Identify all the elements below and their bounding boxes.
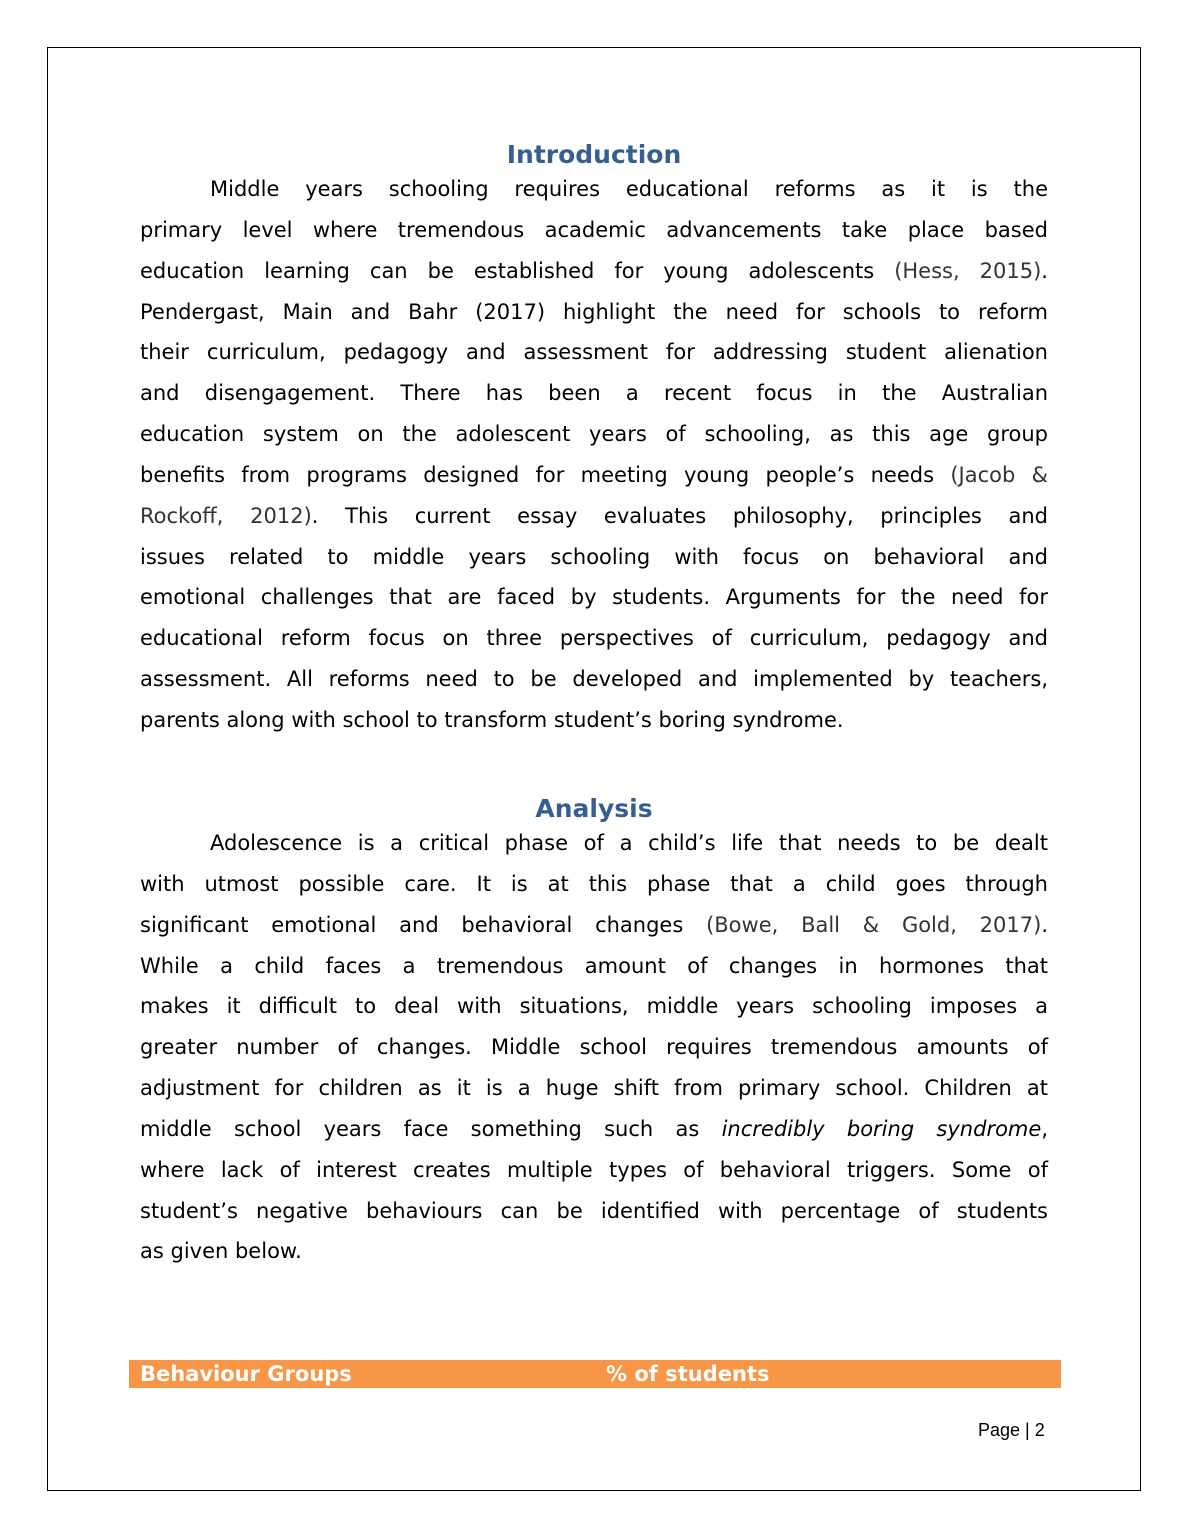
- text-line: [140, 1109, 1048, 1150]
- text-segment: . This current essay evaluates philosophy, principles and: [311, 503, 1048, 528]
- text-segment: makes it difficult to deal with situations, middle years schooling imposes a: [140, 994, 1048, 1019]
- text-line: [140, 823, 1048, 864]
- text-segment: parents along with school to transform student’s boring syndrome.: [140, 707, 844, 732]
- text-segment: .: [1041, 258, 1048, 283]
- text-segment: education learning can be established for young adolescents: [140, 258, 895, 283]
- text-line: [140, 292, 1048, 333]
- heading-introduction: Introduction: [506, 140, 682, 169]
- text-segment: issues related to middle years schooling with focus on behavioral and: [140, 544, 1048, 569]
- text-segment: with utmost possible care. It is at this phase that a child goes through: [140, 871, 1048, 896]
- text-line: [140, 700, 1048, 741]
- analysis-paragraph: [140, 823, 1048, 1272]
- text-line: [140, 414, 1048, 455]
- text-segment: education system on the adolescent years of schooling, as this age group: [140, 422, 1048, 447]
- citation: (Hess, 2015): [894, 258, 1042, 283]
- text-line: [140, 332, 1048, 373]
- text-line: [140, 210, 1048, 251]
- text-segment: While a child faces a tremendous amount of changes in hormones that: [140, 953, 1048, 978]
- text-segment: where lack of interest creates multiple types of behavioral triggers. Some of: [140, 1157, 1048, 1182]
- text-line: [140, 1027, 1048, 1068]
- page-number: Page | 2: [978, 1420, 1045, 1440]
- text-segment: Middle years schooling requires educational reforms as it is the: [210, 177, 1048, 201]
- text-line: [140, 577, 1048, 618]
- text-segment: adjustment for children as it is a huge shift from primary school. Children at: [140, 1076, 1048, 1101]
- text-segment: their curriculum, pedagogy and assessment for addressing student alienation: [140, 340, 1048, 365]
- heading-analysis: Analysis: [535, 794, 653, 823]
- citation: (Bowe, Ball & Gold, 2017): [706, 912, 1042, 937]
- text-segment: student’s negative behaviours can be identified with percentage of students: [140, 1198, 1048, 1223]
- text-line: [140, 1191, 1048, 1232]
- text-segment: Adolescence is a critical phase of a child’s life that needs to be dealt: [210, 831, 1048, 855]
- text-segment: significant emotional and behavioral changes: [140, 912, 707, 937]
- citation: Rockoff, 2012): [140, 503, 312, 528]
- text-line: [140, 946, 1048, 987]
- introduction-paragraph: [140, 169, 1048, 741]
- text-line: [140, 251, 1048, 292]
- text-line: [140, 659, 1048, 700]
- text-line: [140, 905, 1048, 946]
- text-segment: greater number of changes. Middle school requires tremendous amounts of: [140, 1035, 1048, 1060]
- text-segment: primary level where tremendous academic advancements take place based: [140, 217, 1048, 242]
- text-segment: and disengagement. There has been a recent focus in the Australian: [140, 381, 1048, 406]
- table-header-row: [129, 1360, 1061, 1388]
- text-segment: educational reform focus on three perspectives of curriculum, pedagogy and: [140, 626, 1048, 651]
- text-line: [140, 169, 1048, 210]
- text-segment: middle school years face something such as: [140, 1116, 722, 1141]
- text-line: [140, 864, 1048, 905]
- text-segment: .: [1041, 912, 1048, 937]
- text-segment: Pendergast, Main and Bahr (2017) highlight the need for schools to reform: [140, 299, 1048, 324]
- text-line: [140, 1231, 1048, 1272]
- text-line: [140, 537, 1048, 578]
- citation: (Jacob &: [950, 462, 1049, 487]
- text-line: [140, 618, 1048, 659]
- column-header-percent-students: % of students: [606, 1362, 770, 1386]
- text-line: [140, 373, 1048, 414]
- column-header-behaviour-groups: Behaviour Groups: [140, 1362, 352, 1386]
- text-line: [140, 986, 1048, 1027]
- text-line: [140, 496, 1048, 537]
- text-segment: as given below.: [140, 1239, 302, 1264]
- text-segment: emotional challenges that are faced by students. Arguments for the need for: [140, 585, 1048, 610]
- text-segment: ,: [1041, 1116, 1048, 1141]
- text-line: [140, 455, 1048, 496]
- text-segment: assessment. All reforms need to be developed and implemented by teachers,: [140, 667, 1048, 692]
- text-line: [140, 1068, 1048, 1109]
- text-line: [140, 1150, 1048, 1191]
- text-segment: benefits from programs designed for meeting young people’s needs: [140, 462, 951, 487]
- text-segment: incredibly boring syndrome: [721, 1116, 1042, 1141]
